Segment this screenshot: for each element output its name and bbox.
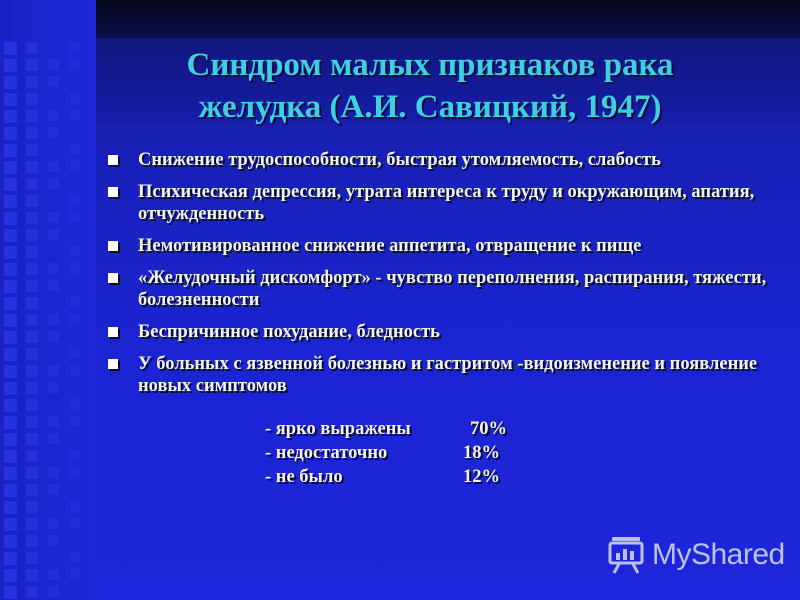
symptom-stats xyxy=(265,417,565,489)
decor-square xyxy=(4,314,17,327)
decor-square xyxy=(70,416,80,426)
decor-square xyxy=(26,297,38,309)
decor-square xyxy=(26,246,38,258)
decor-square xyxy=(70,501,80,511)
decor-square xyxy=(48,280,59,291)
decor-square xyxy=(4,484,17,497)
bullet-text: У больных с язвенной болезнью и гастритом -видоизменение и появление новых симптомов xyxy=(138,354,758,396)
decor-square xyxy=(48,569,59,580)
decor-square xyxy=(70,365,80,375)
decor-square xyxy=(48,331,59,342)
decor-square xyxy=(4,246,17,259)
decor-square xyxy=(4,450,17,463)
decorative-square-pattern xyxy=(0,0,96,600)
decor-square xyxy=(26,144,38,156)
decor-square xyxy=(48,518,59,529)
decor-square xyxy=(48,314,59,325)
myshared-watermark xyxy=(606,533,785,577)
decor-square xyxy=(26,127,38,139)
bullet-text: «Желудочный дискомфорт» - чувство переполнения, распирания, тяжести, болезненности xyxy=(138,268,767,310)
decor-square xyxy=(4,178,17,191)
decor-square xyxy=(26,467,38,479)
decor-square xyxy=(26,229,38,241)
decor-square xyxy=(26,42,38,54)
decor-square xyxy=(48,416,59,427)
decor-square xyxy=(4,382,17,395)
decor-square xyxy=(26,331,38,343)
decor-square xyxy=(26,178,38,190)
decor-square xyxy=(26,76,38,88)
decor-square xyxy=(4,552,17,565)
decor-square xyxy=(70,246,80,256)
decor-square xyxy=(4,76,17,89)
decor-square xyxy=(4,535,17,548)
stat-row xyxy=(265,465,565,489)
bullet-item xyxy=(108,321,788,343)
decor-square xyxy=(4,433,17,446)
decor-square xyxy=(4,229,17,242)
decor-square xyxy=(48,110,59,121)
watermark-text: MyShared xyxy=(652,538,785,571)
decor-square xyxy=(48,382,59,393)
decor-square xyxy=(70,161,80,171)
decor-square xyxy=(4,59,17,72)
bullet-text: Снижение трудоспособности, быстрая утомляемость, слабость xyxy=(138,150,661,170)
slide-title: Синдром малых признаков рака желудка (А.И. Савицкий, 1947) xyxy=(186,47,674,125)
decor-square xyxy=(4,280,17,293)
presentation-board-icon xyxy=(606,535,646,575)
decor-square xyxy=(26,93,38,105)
decor-square xyxy=(4,365,17,378)
decor-square xyxy=(4,144,17,157)
decor-square xyxy=(48,263,59,274)
decor-square xyxy=(26,110,38,122)
decor-square xyxy=(70,399,80,409)
decor-square xyxy=(48,433,59,444)
decor-square xyxy=(26,195,38,207)
decor-square xyxy=(4,586,17,599)
decor-square xyxy=(48,127,59,138)
decor-square xyxy=(70,450,80,460)
decor-square xyxy=(4,518,17,531)
square-bullet-icon xyxy=(108,273,118,283)
decor-square xyxy=(4,348,17,361)
stat-row xyxy=(265,441,565,465)
decor-square xyxy=(26,382,38,394)
decor-square xyxy=(70,195,80,205)
decor-square xyxy=(26,416,38,428)
decor-square xyxy=(70,467,80,477)
decor-square xyxy=(26,433,38,445)
stat-value: 70% xyxy=(470,419,507,439)
decor-square xyxy=(26,314,38,326)
decor-square xyxy=(26,263,38,275)
square-bullet-icon xyxy=(108,241,118,251)
decor-square xyxy=(48,365,59,376)
decor-square xyxy=(26,484,38,496)
decor-square xyxy=(4,93,17,106)
stat-value: 12% xyxy=(463,467,500,487)
square-bullet-icon xyxy=(108,327,118,337)
decor-square xyxy=(4,263,17,276)
decor-square xyxy=(4,195,17,208)
decor-square xyxy=(4,416,17,429)
decor-square xyxy=(26,586,38,598)
decor-square xyxy=(48,467,59,478)
decor-square xyxy=(70,212,80,222)
bullet-item xyxy=(108,267,788,311)
bullet-item xyxy=(108,235,788,257)
decor-square xyxy=(4,212,17,225)
decor-square xyxy=(26,280,38,292)
decor-square xyxy=(26,535,38,547)
decor-square xyxy=(4,331,17,344)
decor-square xyxy=(4,161,17,174)
decor-square xyxy=(70,93,80,103)
decor-square xyxy=(4,569,17,582)
decor-square xyxy=(70,110,80,120)
stat-label: - недостаточно xyxy=(265,443,388,463)
bullet-item xyxy=(108,149,788,171)
decor-square xyxy=(70,297,80,307)
decor-square xyxy=(48,161,59,172)
decor-square xyxy=(70,569,80,579)
decor-square xyxy=(48,535,59,546)
square-bullet-icon xyxy=(108,155,118,165)
decor-square xyxy=(70,144,80,154)
decor-square xyxy=(26,450,38,462)
stat-label: - ярко выражены xyxy=(265,419,411,439)
decor-square xyxy=(70,42,80,52)
decor-square xyxy=(4,399,17,412)
decor-square xyxy=(4,127,17,140)
decor-square xyxy=(26,399,38,411)
stat-value: 18% xyxy=(463,443,500,463)
decor-square xyxy=(26,59,38,71)
decor-square xyxy=(70,314,80,324)
decor-square xyxy=(48,59,59,70)
decor-square xyxy=(70,518,80,528)
decor-square xyxy=(26,569,38,581)
decor-square xyxy=(26,365,38,377)
decor-square xyxy=(4,42,17,55)
stat-row xyxy=(265,417,565,441)
decor-square xyxy=(70,348,80,358)
decor-square xyxy=(70,59,80,69)
decor-square xyxy=(70,263,80,273)
square-bullet-icon xyxy=(108,359,118,369)
decor-square xyxy=(48,229,59,240)
decor-square xyxy=(48,212,59,223)
decor-square xyxy=(26,212,38,224)
decor-square xyxy=(4,467,17,480)
bullet-item xyxy=(108,181,788,225)
decor-square xyxy=(4,501,17,514)
bullet-text: Беспричинное похудание, бледность xyxy=(138,322,440,342)
decor-square xyxy=(26,501,38,513)
decor-square xyxy=(48,178,59,189)
square-bullet-icon xyxy=(108,187,118,197)
decor-square xyxy=(70,552,80,562)
decor-square xyxy=(26,518,38,530)
bullet-list xyxy=(108,149,788,407)
bullet-text: Психическая депрессия, утрата интереса к труду и окружающим, апатия, отчужденность xyxy=(138,182,755,224)
decor-square xyxy=(48,76,59,87)
decor-square xyxy=(48,484,59,495)
decor-square xyxy=(26,552,38,564)
decor-square xyxy=(4,297,17,310)
decor-square xyxy=(26,161,38,173)
decor-square xyxy=(48,586,59,597)
stat-label: - не было xyxy=(265,467,343,487)
top-dark-band xyxy=(96,0,800,38)
bullet-item xyxy=(108,353,788,397)
decor-square xyxy=(4,110,17,123)
bullet-text: Немотивированное снижение аппетита, отвращение к пище xyxy=(138,236,642,256)
decor-square xyxy=(26,348,38,360)
